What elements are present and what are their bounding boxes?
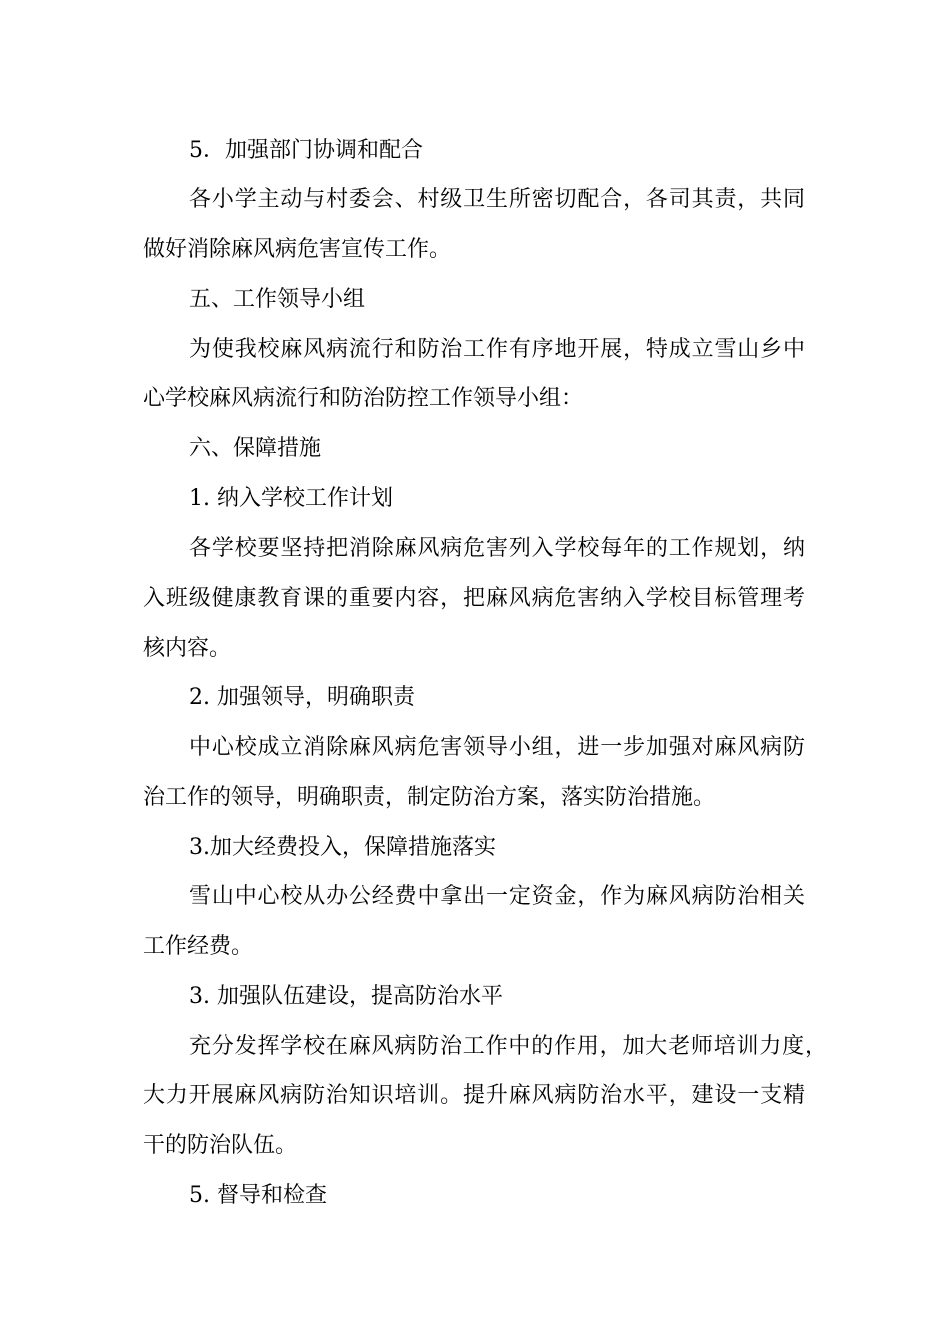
paragraph-line: 核内容。 bbox=[143, 636, 232, 661]
section-heading: 3. 加强队伍建设，提高防治水平 bbox=[189, 984, 503, 1009]
paragraph-line: 大力开展麻风病防治知识培训。提升麻风病防治水平，建设一支精 bbox=[143, 1083, 805, 1108]
paragraph-line: 充分发挥学校在麻风病防治工作中的作用，加大老师培训力度， bbox=[189, 1034, 827, 1059]
paragraph-line: 各小学主动与村委会、村级卫生所密切配合，各司其责，共同 bbox=[189, 187, 805, 212]
section-heading: 1. 纳入学校工作计划 bbox=[189, 486, 393, 511]
paragraph-line: 做好消除麻风病危害宣传工作。 bbox=[143, 237, 452, 262]
paragraph-line: 中心校成立消除麻风病危害领导小组，进一步加强对麻风病防 bbox=[189, 735, 805, 760]
section-heading: 六、保障措施 bbox=[189, 436, 322, 461]
paragraph-line: 治工作的领导，明确职责，制定防治方案，落实防治措施。 bbox=[143, 785, 716, 810]
paragraph-line: 雪山中心校从办公经费中拿出一定资金，作为麻风病防治相关 bbox=[189, 884, 805, 909]
paragraph-line: 工作经费。 bbox=[143, 934, 254, 959]
section-heading: 3.加大经费投入，保障措施落实 bbox=[189, 835, 496, 860]
section-heading: 5. 督导和检查 bbox=[189, 1183, 327, 1208]
paragraph-line: 入班级健康教育课的重要内容，把麻风病危害纳入学校目标管理考 bbox=[143, 586, 805, 611]
paragraph-line: 干的防治队伍。 bbox=[143, 1133, 298, 1158]
paragraph-line: 各学校要坚持把消除麻风病危害列入学校每年的工作规划，纳 bbox=[189, 536, 805, 561]
paragraph-line: 为使我校麻风病流行和防治工作有序地开展，特成立雪山乡中 bbox=[189, 337, 805, 362]
section-heading: 2. 加强领导，明确职责 bbox=[189, 685, 415, 710]
paragraph-line: 心学校麻风病流行和防治防控工作领导小组： bbox=[143, 386, 584, 411]
section-heading: 五、工作领导小组 bbox=[189, 287, 366, 312]
section-heading: 5．加强部门协调和配合 bbox=[189, 138, 423, 163]
